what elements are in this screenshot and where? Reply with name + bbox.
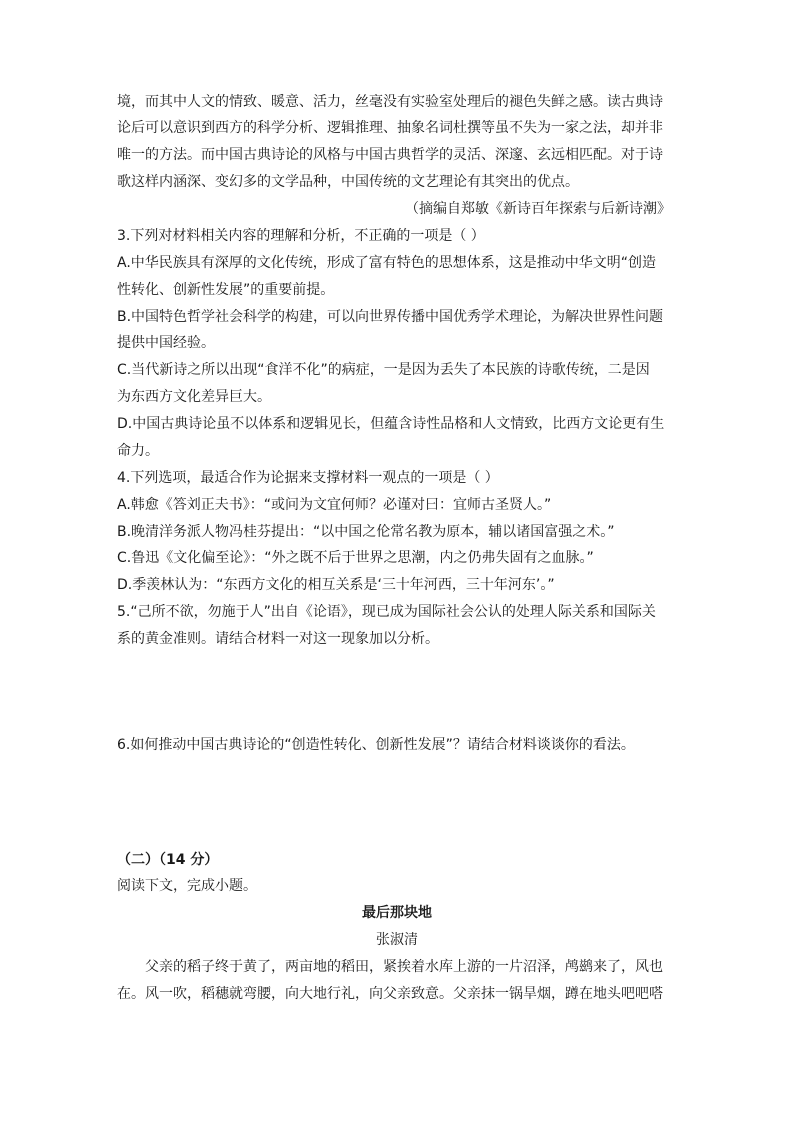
story-paragraph-line: 父亲的稻子终于黄了，两亩地的稻田，紧挨着水库上游的一片沼泽，鸬鹚来了，风也 bbox=[145, 959, 663, 975]
material-line: 境，而其中人文的情致、暖意、活力，丝毫没有实验室处理后的褪色失鲜之感。读古典诗 bbox=[117, 94, 663, 110]
question-3-option-b-cont: 提供中国经验。 bbox=[117, 335, 215, 351]
story-title: 最后那块地 bbox=[362, 905, 432, 921]
question-4-option-c: C.鲁迅《文化偏至论》：“外之既不后于世界之思潮，内之仍弗失固有之血脉。” bbox=[117, 550, 594, 566]
section-header: （二）（14 分） bbox=[117, 852, 219, 868]
story-author: 张淑清 bbox=[376, 932, 418, 948]
question-3-stem: 3.下列对材料相关内容的理解和分析，不正确的一项是（ ） bbox=[117, 228, 485, 244]
question-3-option-d-cont: 命力。 bbox=[117, 443, 159, 459]
question-3-option-a-cont: 性转化、创新性发展”的重要前提。 bbox=[117, 282, 335, 298]
question-6: 6.如何推动中国古典诗论的“创造性转化、创新性发展”？请结合材料谈谈你的看法。 bbox=[117, 737, 635, 753]
question-4-option-a: A.韩愈《答刘正夫书》：“或问为文宜何师？必谨对曰：宜师古圣贤人。” bbox=[117, 497, 552, 513]
question-3-option-d: D.中国古典诗论虽不以体系和逻辑见长，但蕴含诗性品格和人文情致，比西方文论更有生 bbox=[117, 416, 665, 432]
material-line: 论后可以意识到西方的科学分析、逻辑推理、抽象名词杜撰等虽不失为一家之法，却并非 bbox=[117, 120, 663, 136]
story-paragraph-line: 在。风一吹，稻穗就弯腰，向大地行礼，向父亲致意。父亲抹一锅旱烟，蹲在地头吧吧嗒 bbox=[117, 986, 663, 1002]
question-3-option-a: A.中华民族具有深厚的文化传统，形成了富有特色的思想体系，这是推动中华文明“创造 bbox=[117, 255, 657, 271]
question-4-option-d: D.季羡林认为：“东西方文化的相互关系是‘三十年河西，三十年河东’。” bbox=[117, 577, 555, 593]
section-instruction: 阅读下文，完成小题。 bbox=[117, 878, 257, 894]
source-note: （摘编自郑敏《新诗百年探索与后新诗潮》 bbox=[405, 201, 671, 217]
material-line: 歌这样内涵深、变幻多的文学品种，中国传统的文艺理论有其突出的优点。 bbox=[117, 174, 579, 190]
question-3-option-c: C.当代新诗之所以出现“食洋不化”的病症，一是因为丢失了本民族的诗歌传统，二是因 bbox=[117, 362, 650, 378]
question-5-line: 5.“己所不欲，勿施于人”出自《论语》，现已成为国际社会公认的处理人际关系和国际关 bbox=[117, 604, 656, 620]
question-3-option-b: B.中国特色哲学社会科学的构建，可以向世界传播中国优秀学术理论，为解决世界性问题 bbox=[117, 309, 664, 325]
question-5-line: 系的黄金准则。请结合材料一对这一现象加以分析。 bbox=[117, 631, 439, 647]
question-4-option-b: B.晚清洋务派人物冯桂芬提出：“以中国之伦常名教为原本，辅以诸国富强之术。” bbox=[117, 524, 615, 540]
question-3-option-c-cont: 为东西方文化差异巨大。 bbox=[117, 389, 271, 405]
material-line: 唯一的方法。而中国古典诗论的风格与中国古典哲学的灵活、深邃、玄远相匹配。对于诗 bbox=[117, 147, 663, 163]
question-4-stem: 4.下列选项，最适合作为论据来支撑材料一观点的一项是（ ） bbox=[117, 470, 499, 486]
